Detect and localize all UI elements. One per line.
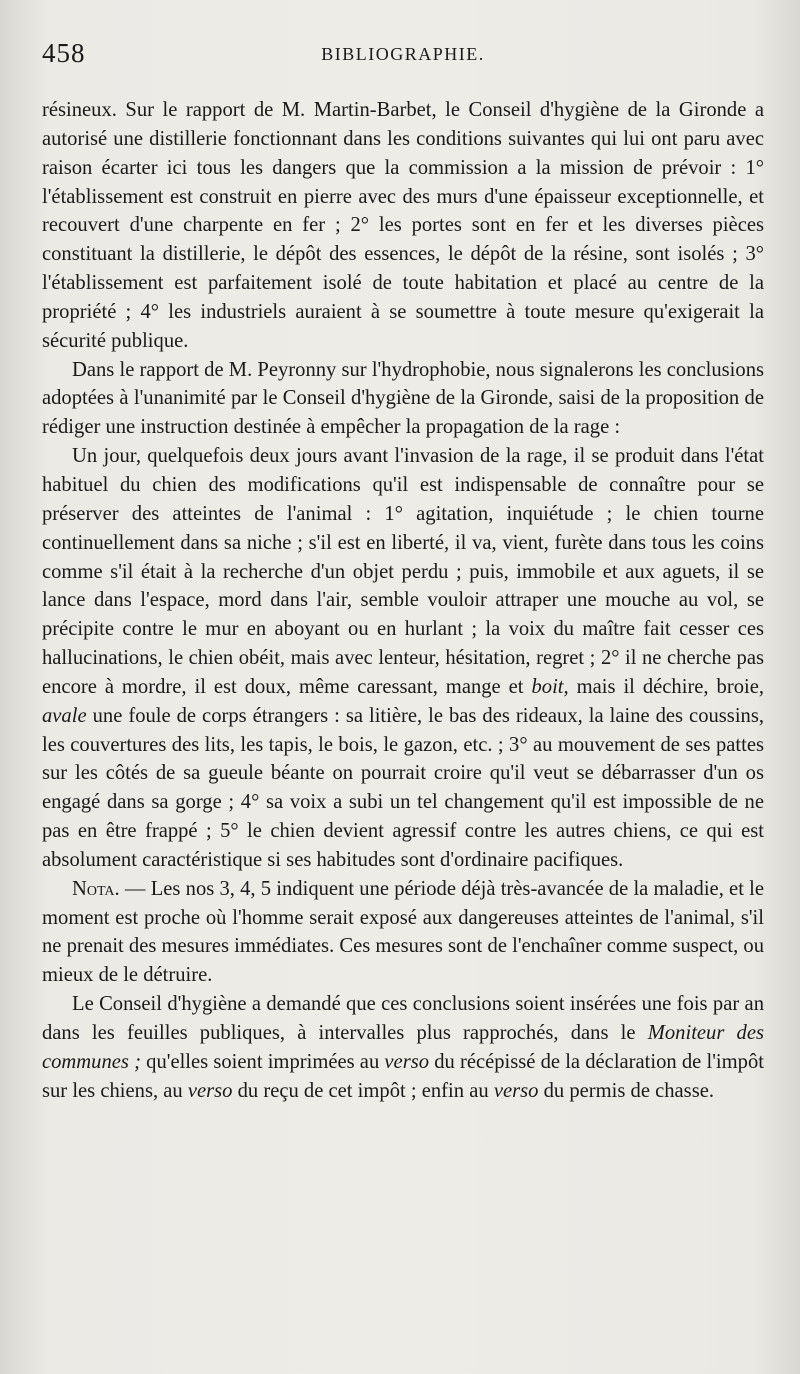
paragraph-text: mais il déchire, broie, [576, 675, 764, 698]
italic-word-boit: boit, [531, 675, 569, 698]
paragraph-text: qu'elles soient imprimées au [146, 1050, 380, 1073]
paragraph-text: — Les nos 3, 4, 5 indiquent une période déjà très-avancée de la maladie, et le moment est proche où l'homme serait exposé aux dangereuses atteintes de l'animal, s'il ne prenait des mesures immédiates. Ces mesures sont de l'enchaîner comme suspect, ou mieux de le détruire. [42, 877, 764, 987]
paragraph-text: du récépissé de la déclaration de l'impôt sur les chiens, au [42, 1050, 764, 1102]
italic-word-verso: verso [493, 1079, 539, 1102]
paragraph-distillerie [42, 96, 764, 356]
italic-title-moniteur: Moniteur des communes ; [42, 1022, 765, 1073]
running-title: BIBLIOGRAPHIE. [321, 44, 485, 64]
paragraph-text: du reçu de cet impôt ; enfin au [237, 1079, 489, 1102]
paragraph-hydrophobie [42, 356, 764, 443]
paragraph-conseil [42, 990, 764, 1105]
italic-word-avale: avale [42, 704, 87, 727]
paragraph-text: Un jour, quelquefois deux jours avant l'invasion de la rage, il se produit dans l'état habituel du chien des modifications qu'il est indispensable de connaître pour se préserver des atteintes de l'animal : 1° agitation, inquiétude ; le chien tourne continuellement dans sa niche ; s'il est en liberté, il va, vient, furète dans tous les coins comme s'il était à la recherche d'un objet perdu ; puis, immobile et aux aguets, il se lance dans l'espace, mord dans l'air, semble vouloir attraper une mouche au vol, se précipite contre le mur en aboyant ou en hurlant ; la voix du maître fait cesser ces hallucinations, le chien obéit, mais avec lenteur, hésitation, regret ; 2° il ne cherche pas encore à mordre, il est doux, même caressant, mange et [42, 445, 764, 698]
running-head [42, 30, 764, 70]
paragraph-nota [42, 875, 764, 990]
paragraph-symptomes [42, 442, 764, 875]
italic-word-verso: verso [187, 1079, 233, 1102]
paragraph-text: du permis de chasse. [543, 1079, 714, 1102]
paragraph-text: Le Conseil d'hygiène a demandé que ces conclusions soient insérées une fois par an dans les feuilles publiques, à intervalles plus rapprochés, dans le [42, 993, 764, 1044]
paragraph-text: une foule de corps étrangers : sa litière, le bas des rideaux, la laine des coussins, les couvertures des lits, les tapis, le bois, le gazon, etc. ; 3° au mouvement de ses pattes sur les côtés de sa gueule béante on pourrait croire qu'il veut se débarrasser d'un os engagé dans sa gorge ; 4° sa voix a subi un tel changement qu'il est impossible de ne pas en être frappé ; 5° le chien devient agressif contre les autres chiens, ce qui est absolument caractéristique si ses habitudes sont d'ordinaire pacifiques. [42, 704, 765, 871]
italic-word-verso: verso [384, 1050, 430, 1073]
nota-label: Nota. [72, 877, 120, 900]
paragraph-text: résineux. Sur le rapport de M. Martin-Barbet, le Conseil d'hygiène de la Gironde a autorisé une distillerie fonctionnant dans les conditions suivantes qui lui ont paru avec raison écarter ici tous les dangers que la commission a la mission de prévoir : 1° l'établissement est construit en pierre avec des murs d'une épaisseur exceptionnelle, et recouvert d'une charpente en fer ; 2° les portes sont en fer et les diverses pièces constituant la distillerie, le dépôt des essences, le dépôt de la résine, sont isolés ; 3° l'établissement est parfaitement isolé de toute habitation et placé au centre de la propriété ; 4° les industriels auraient à se soumettre à toute mesure qu'exigerait la sécurité publique. [42, 99, 764, 352]
body-text [42, 96, 764, 1106]
paragraph-text: Dans le rapport de M. Peyronny sur l'hydrophobie, nous signalerons les conclusions adoptées à l'unanimité par le Conseil d'hygiène de la Gironde, saisi de la proposition de rédiger une instruction destinée à empêcher la propagation de la rage : [42, 358, 764, 439]
page-number: 458 [42, 38, 86, 68]
